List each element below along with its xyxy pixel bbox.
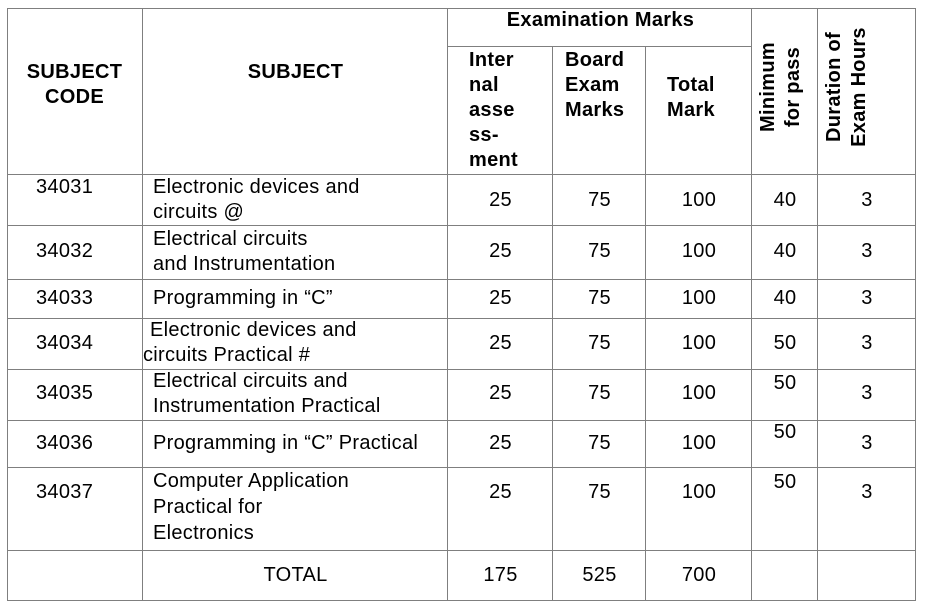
cell-total: 100 bbox=[681, 287, 717, 309]
cell-subject bbox=[153, 369, 381, 419]
total-label: TOTAL bbox=[263, 564, 328, 586]
cell-subject bbox=[153, 431, 418, 456]
cell-board: 75 bbox=[588, 332, 611, 354]
cell-subject-line: Electronic devices and bbox=[150, 319, 357, 341]
header-subject-code bbox=[7, 60, 142, 110]
header-duration-line-2: Exam Hours bbox=[848, 27, 870, 147]
cell-subject-line: Computer Application bbox=[153, 470, 350, 492]
header-internal-line-3: asse bbox=[469, 99, 515, 121]
cell-board: 75 bbox=[588, 481, 611, 503]
header-board-exam-marks bbox=[565, 48, 624, 123]
cell-minimum: 50 bbox=[773, 421, 797, 443]
cell-subject-line: Instrumentation Practical bbox=[153, 395, 381, 417]
cell-subject bbox=[153, 227, 335, 277]
cell-subject-line: Electronics bbox=[153, 522, 255, 544]
header-board-line-1: Board bbox=[565, 49, 625, 71]
cell-minimum: 40 bbox=[773, 240, 797, 262]
cell-internal: 25 bbox=[489, 432, 512, 454]
cell-subject-line: Electronic devices and bbox=[153, 176, 360, 198]
cell-total: 100 bbox=[681, 189, 717, 211]
cell-subject-line: Practical for bbox=[153, 496, 263, 518]
cell-internal: 25 bbox=[489, 240, 512, 262]
header-internal-line-4: ss- bbox=[469, 124, 499, 146]
header-total-line-1: Total bbox=[667, 74, 715, 96]
cell-total: 100 bbox=[681, 332, 717, 354]
total-board: 525 bbox=[582, 564, 617, 586]
header-examination-marks: Examination Marks bbox=[506, 9, 695, 31]
cell-minimum: 50 bbox=[773, 372, 797, 394]
header-minimum-line-2: for pass bbox=[782, 46, 804, 128]
cell-duration: 3 bbox=[861, 382, 873, 404]
cell-subject bbox=[153, 468, 349, 546]
cell-total: 100 bbox=[681, 382, 717, 404]
header-total-line-2: Mark bbox=[667, 99, 715, 121]
cell-duration: 3 bbox=[861, 189, 873, 211]
cell-subject-line: circuits @ bbox=[153, 201, 245, 223]
cell-minimum: 50 bbox=[773, 471, 797, 493]
cell-duration: 3 bbox=[861, 432, 873, 454]
cell-duration: 3 bbox=[861, 240, 873, 262]
header-internal-line-5: ment bbox=[469, 149, 518, 171]
header-duration-exam-hours bbox=[822, 20, 872, 154]
cell-subject-code: 34035 bbox=[36, 382, 94, 404]
cell-internal: 25 bbox=[489, 481, 512, 503]
cell-board: 75 bbox=[588, 287, 611, 309]
cell-minimum: 40 bbox=[773, 287, 797, 309]
cell-subject-code: 34032 bbox=[36, 240, 94, 262]
total-total: 700 bbox=[681, 564, 717, 586]
header-board-line-3: Marks bbox=[565, 99, 625, 121]
cell-internal: 25 bbox=[489, 382, 512, 404]
header-minimum-for-pass bbox=[756, 22, 806, 152]
header-subject-code-line-1: SUBJECT bbox=[26, 61, 123, 83]
cell-total: 100 bbox=[681, 481, 717, 503]
cell-subject-code: 34034 bbox=[36, 332, 94, 354]
cell-subject-line: Programming in “C” bbox=[153, 287, 333, 309]
cell-board: 75 bbox=[588, 432, 611, 454]
cell-subject-code: 34033 bbox=[36, 287, 94, 309]
header-minimum-line-1: Minimum bbox=[757, 42, 779, 132]
cell-subject-line: and Instrumentation bbox=[153, 253, 336, 275]
cell-subject-line: Electrical circuits bbox=[153, 228, 308, 250]
cell-subject bbox=[153, 286, 333, 311]
header-internal-line-2: nal bbox=[469, 74, 499, 96]
total-internal: 175 bbox=[483, 564, 518, 586]
cell-subject bbox=[153, 175, 360, 225]
header-internal-assessment bbox=[469, 48, 518, 173]
cell-internal: 25 bbox=[489, 332, 512, 354]
header-total-mark bbox=[667, 73, 715, 123]
cell-board: 75 bbox=[588, 240, 611, 262]
cell-duration: 3 bbox=[861, 481, 873, 503]
header-duration-line-1: Duration of bbox=[823, 32, 845, 142]
cell-internal: 25 bbox=[489, 189, 512, 211]
cell-minimum: 40 bbox=[773, 189, 797, 211]
header-subject: SUBJECT bbox=[247, 61, 344, 83]
cell-total: 100 bbox=[681, 432, 717, 454]
cell-subject-code: 34037 bbox=[36, 481, 94, 503]
cell-duration: 3 bbox=[861, 332, 873, 354]
cell-subject-code: 34036 bbox=[36, 432, 94, 454]
cell-total: 100 bbox=[681, 240, 717, 262]
header-subject-code-line-2: CODE bbox=[45, 86, 104, 108]
cell-subject-line: Programming in “C” Practical bbox=[153, 432, 419, 454]
cell-minimum: 50 bbox=[773, 332, 797, 354]
cell-board: 75 bbox=[588, 189, 611, 211]
cell-board: 75 bbox=[588, 382, 611, 404]
cell-duration: 3 bbox=[861, 287, 873, 309]
cell-subject-code: 34031 bbox=[36, 176, 94, 198]
header-board-line-2: Exam bbox=[565, 74, 620, 96]
header-internal-line-1: Inter bbox=[469, 49, 514, 71]
cell-internal: 25 bbox=[489, 287, 512, 309]
cell-subject bbox=[143, 318, 357, 368]
cell-subject-line: Electrical circuits and bbox=[153, 370, 348, 392]
cell-subject-line: circuits Practical # bbox=[143, 344, 311, 366]
